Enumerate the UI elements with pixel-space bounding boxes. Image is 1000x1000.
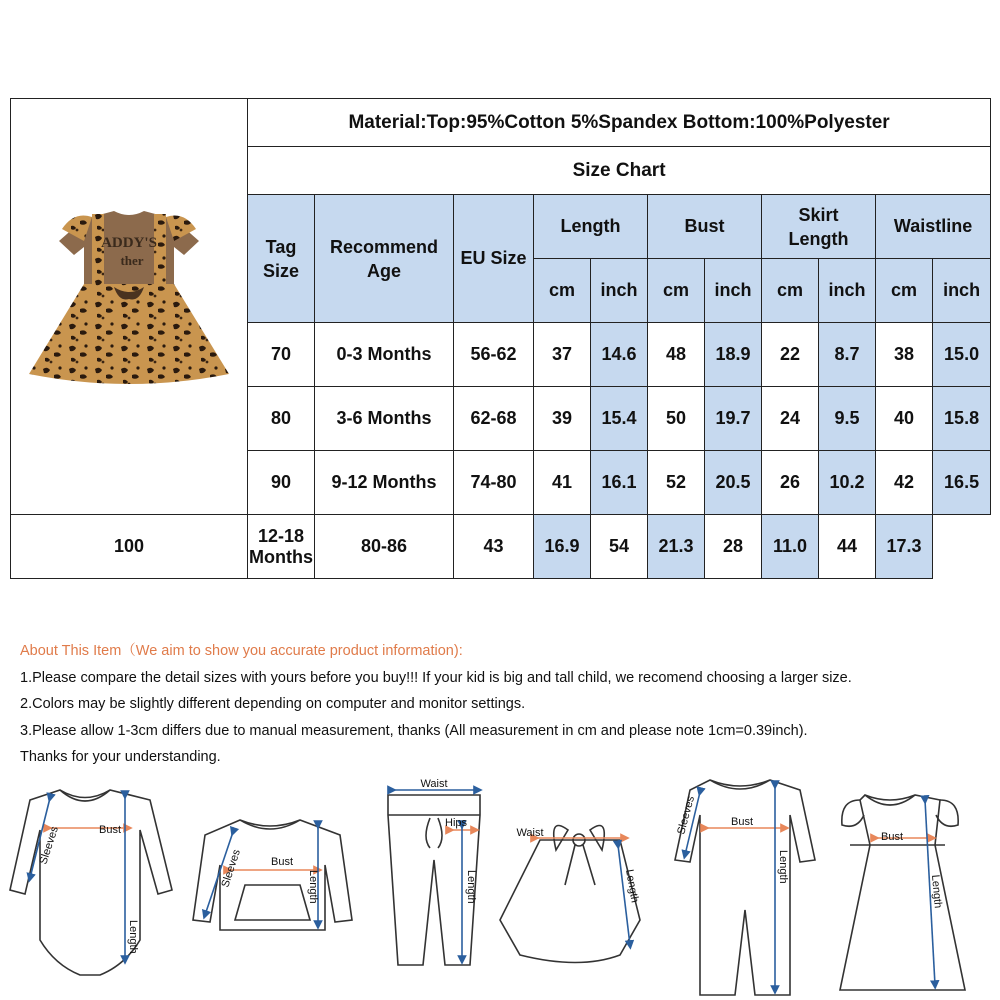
label-waist: Waist <box>420 778 448 790</box>
label-waist: Waist <box>516 827 544 839</box>
cell-bust-cm: 52 <box>648 451 705 515</box>
note-line: 3.Please allow 1-3cm differs due to manual measurement, thanks (All measurement in cm and please note 1cm=0.39inch). <box>20 722 808 739</box>
note-line: 2.Colors may be slightly different depending on computer and monitor settings. <box>20 696 526 712</box>
unit-inch: inch <box>591 259 648 323</box>
unit-inch: inch <box>819 259 876 323</box>
cell-eu: 62-68 <box>454 387 534 451</box>
cell-waist-cm: 40 <box>876 387 933 451</box>
label-sleeves: Sleeves <box>675 794 698 836</box>
cell-tag: 80 <box>248 387 315 451</box>
label-sleeves: Sleeves <box>37 824 61 866</box>
cell-tag: 70 <box>248 323 315 387</box>
cell-waist-inch: 15.8 <box>933 387 991 451</box>
cell-length-inch: 16.1 <box>591 451 648 515</box>
cell-age: 3-6 Months <box>315 387 454 451</box>
size-chart-title: Size Chart <box>248 147 991 195</box>
label-bust: Bust <box>98 824 122 836</box>
cell-bust-cm: 50 <box>648 387 705 451</box>
cell-waist-cm: 44 <box>819 515 876 579</box>
unit-cm: cm <box>762 259 819 323</box>
header-skirt-length: Skirt Length <box>762 195 876 259</box>
label-length: Length <box>623 868 641 904</box>
cell-skirt-cm: 22 <box>762 323 819 387</box>
cell-length-inch: 14.6 <box>591 323 648 387</box>
shirt-print-line1: ADDY'S <box>101 235 157 251</box>
label-length: Length <box>127 920 139 954</box>
cell-skirt-inch: 8.7 <box>819 323 876 387</box>
unit-cm: cm <box>648 259 705 323</box>
cell-length-cm: 39 <box>534 387 591 451</box>
label-sleeves: Sleeves <box>219 847 243 889</box>
cell-skirt-inch: 9.5 <box>819 387 876 451</box>
dress-diagram <box>840 795 965 990</box>
about-item-notes <box>20 640 995 773</box>
about-heading: About This Item（We aim to show you accurate product information): <box>20 643 463 659</box>
shirt-print-line2: ther <box>120 253 144 268</box>
cell-age: 12-18 Months <box>248 515 315 579</box>
cell-waist-inch: 15.0 <box>933 323 991 387</box>
cell-tag: 100 <box>11 515 248 579</box>
label-length: Length <box>777 850 789 884</box>
cell-bust-inch: 19.7 <box>705 387 762 451</box>
cell-bust-cm: 54 <box>591 515 648 579</box>
cell-waist-inch: 16.5 <box>933 451 991 515</box>
unit-cm: cm <box>534 259 591 323</box>
cell-skirt-cm: 28 <box>705 515 762 579</box>
cell-eu: 80-86 <box>315 515 454 579</box>
unit-inch: inch <box>705 259 762 323</box>
header-tag-size: Tag Size <box>248 195 315 323</box>
cell-waist-cm: 42 <box>876 451 933 515</box>
cell-bust-inch: 18.9 <box>705 323 762 387</box>
header-eu-size: EU Size <box>454 195 534 323</box>
label-bust: Bust <box>730 816 754 828</box>
cell-bust-inch: 21.3 <box>648 515 705 579</box>
cell-tag: 90 <box>248 451 315 515</box>
cell-length-cm: 41 <box>534 451 591 515</box>
cell-skirt-cm: 26 <box>762 451 819 515</box>
cell-eu: 56-62 <box>454 323 534 387</box>
label-length: Length <box>307 870 319 904</box>
note-line: Thanks for your understanding. <box>20 749 221 765</box>
label-hips: Hips <box>445 817 468 829</box>
cell-length-cm: 37 <box>534 323 591 387</box>
cell-waist-inch: 17.3 <box>876 515 933 579</box>
cell-age: 9-12 Months <box>315 451 454 515</box>
sweatshirt-diagram <box>193 820 352 930</box>
cell-waist-cm: 38 <box>876 323 933 387</box>
cell-skirt-inch: 11.0 <box>762 515 819 579</box>
label-bust: Bust <box>270 856 294 868</box>
cell-length-cm: 43 <box>454 515 534 579</box>
cell-bust-cm: 48 <box>648 323 705 387</box>
note-line: 1.Please compare the detail sizes with yours before you buy!!! If your kid is big and tall child, we recomend choosing a larger size. <box>20 669 852 686</box>
romper-diagram <box>675 780 815 995</box>
bodysuit-diagram <box>10 790 172 975</box>
cell-skirt-cm: 24 <box>762 387 819 451</box>
cell-skirt-inch: 10.2 <box>819 451 876 515</box>
header-bust: Bust <box>648 195 762 259</box>
skirt-diagram <box>500 826 640 963</box>
cell-eu: 74-80 <box>454 451 534 515</box>
table-row <box>11 515 991 579</box>
material-row: Material:Top:95%Cotton 5%Spandex Bottom:100%Polyester <box>248 99 991 147</box>
unit-cm: cm <box>876 259 933 323</box>
header-waistline: Waistline <box>876 195 991 259</box>
label-length: Length <box>465 870 477 904</box>
cell-length-inch: 16.9 <box>534 515 591 579</box>
header-recommend-age: Recommend Age <box>315 195 454 323</box>
unit-inch: inch <box>933 259 991 323</box>
header-length: Length <box>534 195 648 259</box>
cell-length-inch: 15.4 <box>591 387 648 451</box>
measurement-diagrams <box>0 770 1000 1000</box>
cell-bust-inch: 20.5 <box>705 451 762 515</box>
label-length: Length <box>929 874 944 909</box>
product-photo <box>14 189 244 419</box>
cell-age: 0-3 Months <box>315 323 454 387</box>
size-chart-table <box>10 98 991 579</box>
label-bust: Bust <box>880 831 904 843</box>
product-photo-cell <box>11 99 248 515</box>
